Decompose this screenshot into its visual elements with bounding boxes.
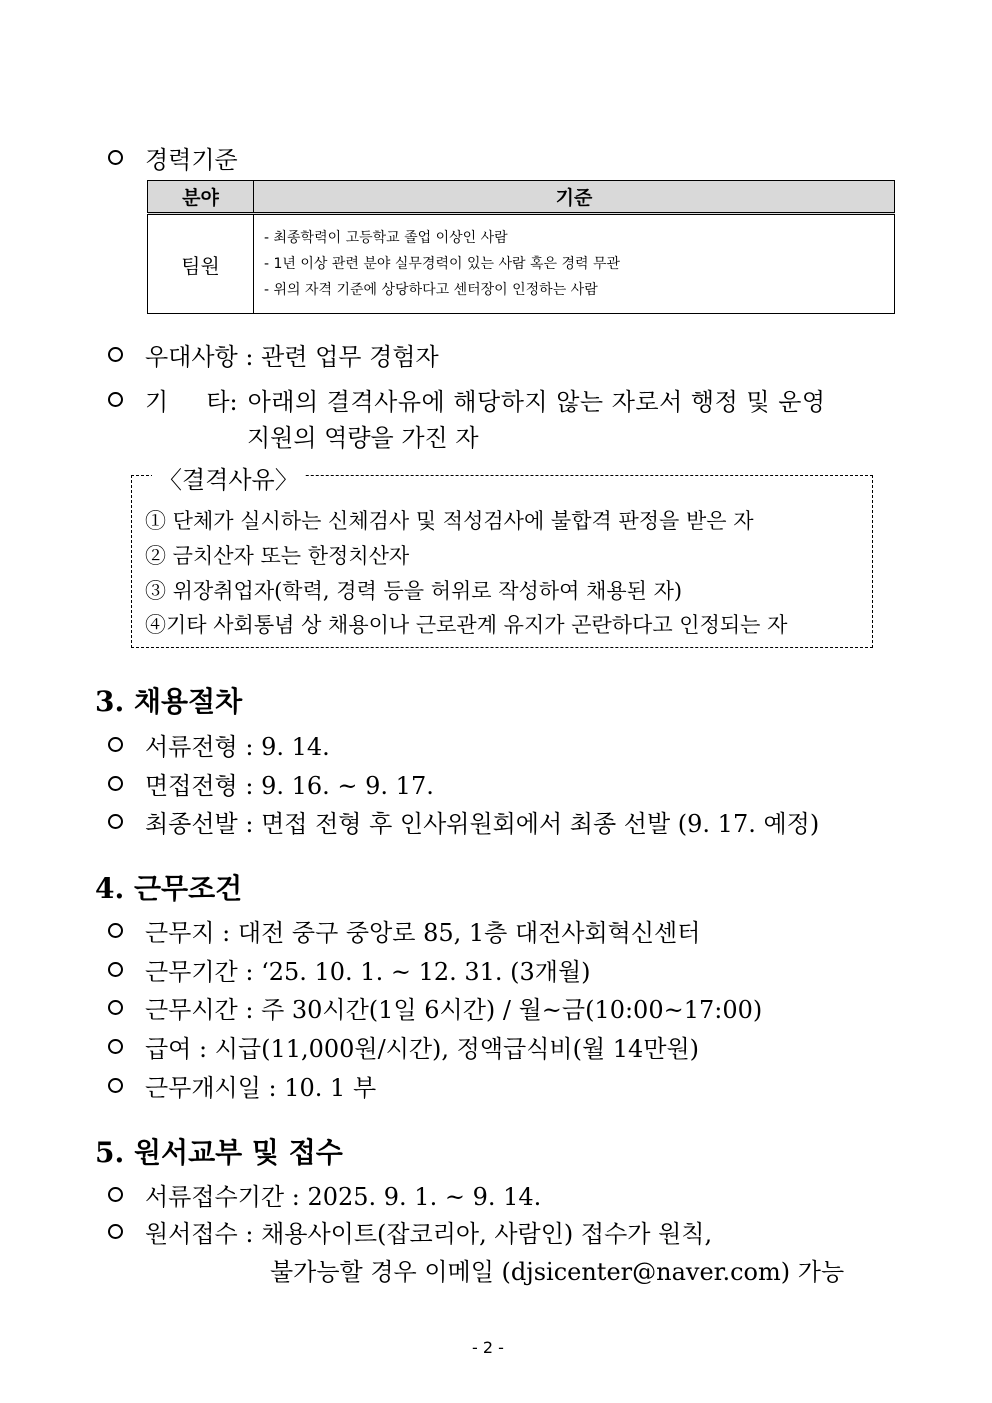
table-row [148, 214, 895, 314]
circle-bullet-icon [108, 776, 123, 791]
disqualification-title: 〈결격사유〉 [152, 460, 305, 495]
circle-bullet-icon [108, 1039, 123, 1054]
circle-bullet-icon [108, 150, 123, 165]
disqualification-item: ③ 위장취업자(학력, 경력 등을 허위로 작성하여 채용된 자) [145, 579, 683, 603]
list-item: 급여 : 시급(11,000원/시간), 정액급식비(월 14만원) [108, 1029, 699, 1064]
list-item: 서류접수기간 : 2025. 9. 1. ~ 9. 14. [108, 1177, 541, 1212]
disqualification-item: ④기타 사회통념 상 채용이나 근로관계 유지가 곤란하다고 인정되는 자 [145, 613, 788, 637]
application-continuation: 불가능할 경우 이메일 (djsicenter@naver.com) 가능 [270, 1258, 845, 1286]
list-item: 근무시간 : 주 30시간(1일 6시간) / 월~금(10:00~17:00) [108, 990, 762, 1025]
circle-bullet-icon [108, 392, 123, 407]
circle-bullet-icon [108, 1000, 123, 1015]
criteria-line: - 1년 이상 관련 분야 실무경력이 있는 사람 혹은 경력 무관 [264, 256, 620, 272]
list-item: 근무지 : 대전 중구 중앙로 85, 1층 대전사회혁신센터 [108, 913, 700, 948]
circle-bullet-icon [108, 923, 123, 938]
other-text-2: 지원의 역량을 가진 자 [247, 424, 479, 452]
circle-bullet-icon [108, 1078, 123, 1093]
table-header-field: 분야 [148, 181, 254, 214]
other-line [108, 382, 898, 417]
criteria-line: - 위의 자격 기준에 상당하다고 센터장이 인정하는 사람 [264, 282, 598, 298]
circle-bullet-icon [108, 1224, 123, 1239]
table-header-criteria: 기준 [254, 181, 895, 214]
section4-title: 4. 근무조건 [95, 872, 243, 905]
list-item: 원서접수 : 채용사이트(잡코리아, 사람인) 접수가 원칙, [108, 1214, 712, 1249]
other-label: 기 타: [145, 388, 238, 416]
disqualification-item: ② 금치산자 또는 한정치산자 [145, 544, 410, 568]
disqualification-item: ① 단체가 실시하는 신체검사 및 적성검사에 불합격 판정을 받은 자 [145, 509, 754, 533]
list-item: 근무기간 : ‘25. 10. 1. ~ 12. 31. (3개월) [108, 952, 591, 987]
list-item: 면접전형 : 9. 16. ~ 9. 17. [108, 766, 434, 801]
list-item: 서류전형 : 9. 14. [108, 727, 330, 762]
circle-bullet-icon [108, 737, 123, 752]
preference-line: 우대사항 : 관련 업무 경험자 [108, 337, 439, 372]
circle-bullet-icon [108, 347, 123, 362]
section3-title: 3. 채용절차 [95, 685, 243, 718]
criteria-cell [254, 214, 895, 314]
list-item: 최종선발 : 면접 전형 후 인사위원회에서 최종 선발 (9. 17. 예정) [108, 804, 819, 839]
circle-bullet-icon [108, 814, 123, 829]
page-number: - 2 - [472, 1338, 504, 1357]
circle-bullet-icon [108, 962, 123, 977]
career-heading: 경력기준 [108, 140, 238, 175]
circle-bullet-icon [108, 1187, 123, 1202]
criteria-line: - 최종학력이 고등학교 졸업 이상인 사람 [264, 230, 508, 246]
career-criteria-table [147, 180, 895, 314]
other-text-1: 아래의 결격사유에 해당하지 않는 자로서 행정 및 운영 [247, 388, 826, 416]
section5-title: 5. 원서교부 및 접수 [95, 1136, 343, 1169]
list-item: 근무개시일 : 10. 1 부 [108, 1068, 376, 1103]
role-cell: 팀원 [148, 214, 254, 314]
